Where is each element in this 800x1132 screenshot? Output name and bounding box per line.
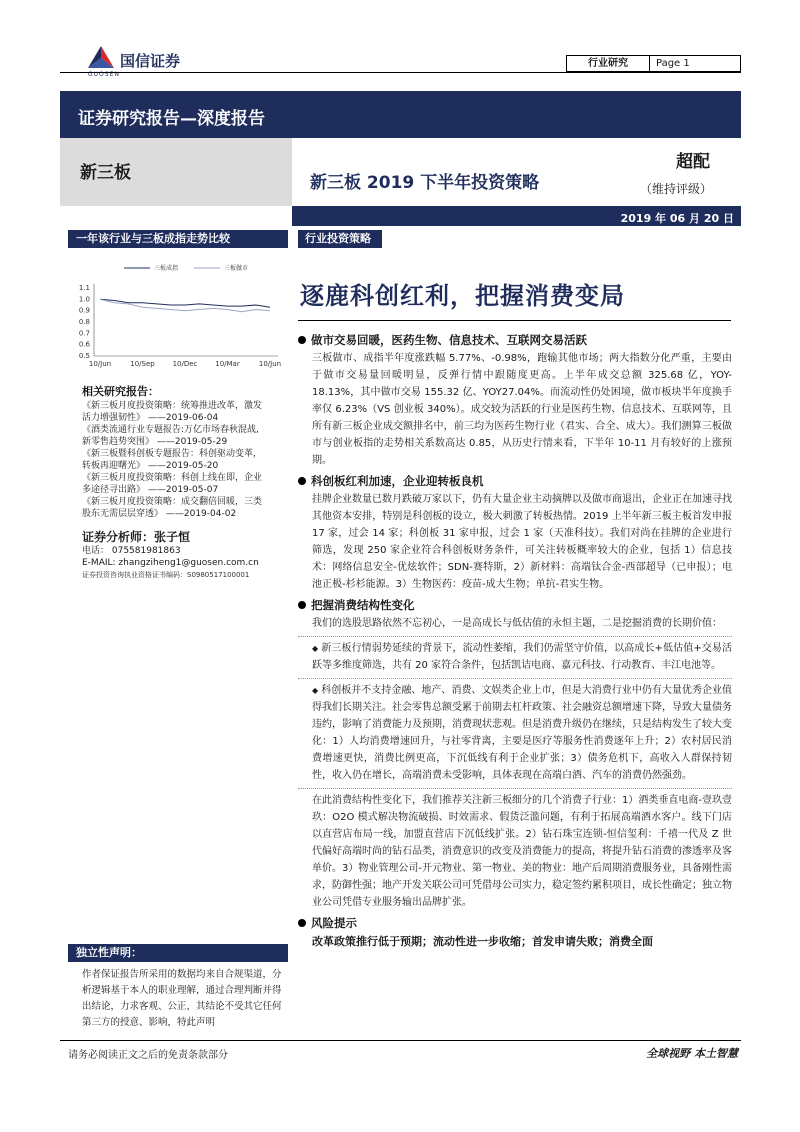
analyst-phone: 电话： 075581981863 [82,546,181,556]
risk-heading: 风险提示 [298,915,732,931]
related-line: 新零售趋势突围》 ——2019-05-29 [82,437,228,447]
x-tick-label: 10/Dec [172,360,198,368]
analyst-heading: 证券分析师：张子恒 [82,530,191,544]
section-heading: 做市交易回暖，医药生物、信息技术、互联网交易活跃 [298,332,732,348]
risk-text: 改革政策推行低于预期；流动性进一步收缩；首发申请失败；消费全面 [312,935,653,948]
footer-divider [60,1040,741,1041]
section-text: 挂牌企业数量已数月跌破万家以下，仍有大量企业主动摘牌以及做市商退出，企业正在加速寻找其他资本安排，特别是科创板的设立，极大刺激了转板热情。2019 上半年新三板主板首发申报 17 家，过会 14 家；科创板 31 家申报，过会 1 家（天准科技）。我们对尚在挂牌的企业进行筛选，发现 250 家企业符合科创板财务条件，可关注转板概率较大的企业，包括 1）信息技术：网络信息安全-优炫软件；SDN-赛特斯，2）新材料：高端钛合金-西部超导（已申报）；电池正极-杉杉能源。3）生物医药：疫苗-成大生物；单抗-君实生物。 [312,494,732,590]
diamond-bullet-icon: ◆ [312,686,319,695]
section-label: 行业研究 [567,56,650,71]
category-tag: 行业投资策略 [298,230,382,248]
list-item: ◆ 科创板并不支持金融、地产、消费、文娱类企业上市，但是大消费行业中仍有大量优秀企业值得我们长期关注。社会零售总额受累于前期去杠杆政策、社会融资总额增速下降，导致大量债务违约，影响了消费能力及预期，消费现状悲观。但是消费升级仍在继续，只是结构发生了较大变化：1）人均消费增速回升，与社零背离，主要是医疗等服务性消费逐年上升；2）农村居民消费增速更快，消费比例更高，下沉低线有利于企业扩张；3）债务危机下，高收入人群保持韧性，收入仍在增长，高端消费未受影响，具体表现在高端白酒、汽车的消费仍然强劲。 [298,678,732,784]
related-line: 转板再迎曙光》 ——2019-05-20 [82,461,219,471]
diamond-bullet-icon: ◆ [312,644,319,653]
related-line: 活力增强韧性》 ——2019-06-04 [82,413,219,423]
rating-note: （维持评级） [640,182,713,196]
logo-mark-icon [86,44,116,70]
report-title: 新三板 2019 下半年投资策略 [310,173,540,193]
list-item: ◆ 新三板行情弱势延续的背景下，流动性萎缩，我们仍需坚守价值，以高成长+低估值+交易活跃等多维度筛选，共有 20 家符合条件，包括凯诘电商、嘉元科技、行动教育、丰江电池等。 [298,636,732,674]
disclaimer-note: 请务必阅读正文之后的免责条款部分 [68,1050,228,1061]
related-reports [82,386,288,520]
related-line[interactable]: 《新三板月度投资策略：统筹推进改革，激发 [82,401,263,411]
related-line: 多途径寻出路》 ——2019-05-07 [82,485,219,495]
main-content [298,332,732,951]
slogan: 全球视野 本土智慧 [646,1047,738,1060]
legend-label: 三板做市 [224,265,249,272]
y-tick-label: 0.7 [78,329,90,338]
chart-title: 一年该行业与三板成指走势比较 [68,230,288,248]
bullet-dot-icon [298,601,306,609]
section-heading: 科创板红利加速，企业迎转板良机 [298,473,732,489]
bullet-dot-icon [298,477,306,485]
section-heading: 把握消费结构性变化 [298,597,732,613]
independence-text: 作者保证报告所采用的数据均来自合规渠道，分析逻辑基于本人的职业理解，通过合理判断并得出结论，力求客观、公正，其结论不受其它任何第三方的授意、影响，特此声明 [82,969,282,1028]
y-tick-label: 0.8 [78,318,90,326]
legend-label: 三板成指 [154,265,179,272]
company-logo [86,44,216,80]
section-text: 三板做市、成指半年度涨跌幅 5.77%、-0.98%，跑输其他市场；两大指数分化严重，主要由于做市交易量回暖明显，反弹行情中跟随度更高。上半年成交总额 325.68 亿，YOY-18.13%，其中做市交易 155.32 亿、YOY27.04%。而流动性仍处困境，做市板块半年度换手率仅 6.23%（VS 创业板 340%）。成交较为活跃的行业是医药生物、信息技术、互联网等，且所有新三板企业成交额排名中，前三均为医药生物行业（君实、合全、成大）。我们测算三板做市与创业板指的走势相关系数高达 0.85，从历史行情来看，下半年 10-11 月有较好的上涨预期。 [312,353,732,466]
header-divider [60,72,741,73]
analyst-info [82,531,292,581]
logo-subtitle: GUOSEN [88,71,120,78]
x-tick-label: 10/Jun [258,360,282,368]
section-text: 我们的选股思路依然不忘初心，一是高成长与低估值的永恒主题，二是挖掘消费的长期价值： [312,618,722,629]
y-tick-label: 0.5 [78,352,90,360]
bullet-dot-icon [298,919,306,927]
independence-heading: 独立性声明： [68,944,288,962]
header-info-box [566,55,741,72]
report-date: 2019 年 06 月 20 日 [620,212,734,225]
page-number: Page 1 [656,58,690,69]
analyst-cert: 证券投资咨询执业资格证书编码：S0980517100001 [82,571,250,579]
logo-name: 国信证券 [120,52,181,70]
y-tick-label: 1.0 [78,295,90,304]
related-line: 股东无需层层穿透》 ——2019-04-02 [82,509,237,519]
trend-chart [68,256,288,374]
report-type: 证券研究报告—深度报告 [78,109,265,129]
related-line[interactable]: 《酒类流通行业专题报告:万亿市场春秋混战, [82,425,259,435]
bullet-dot-icon [298,336,306,344]
x-tick-label: 10/Jun [88,360,112,368]
analyst-email[interactable]: E-MAIL: zhangziheng1@guosen.com.cn [82,558,259,568]
x-tick-label: 10/Sep [130,360,155,368]
closing-text: 在此消费结构性变化下，我们推荐关注新三板细分的几个消费子行业：1）酒类垂直电商-壹玖壹玖：O2O 模式解决物流破损、时效需求、假货泛滥问题，有利于拓展高端酒水客户。线下门店以直营店布局一线，加盟直营店下沉低线扩张。2）钻石珠宝连锁-恒信玺利：千禧一代及 Z 世代偏好高端时尚的钻石品类，消费意识的改变及消费能力的提高，将提升钻石消费的渗透率及客单价。3）物业管理公司-开元物业、第一物业、美的物业：地产后周期消费服务业，具备刚性需求，防御性强；地产开发关联公司可凭借母公司实力，稳定签约累积项目，成长性确定；独立物业公司凭借专业服务输出品牌扩张。 [298,788,732,911]
related-heading: 相关研究报告： [82,385,159,398]
related-line[interactable]: 《新三板月度投资策略：科创上线在即，企业 [82,473,263,483]
headline-rule [298,320,731,321]
trend-chart-svg [68,256,288,374]
related-line[interactable]: 《新三板暨科创板专题报告：科创驱动变革， [82,449,263,459]
y-tick-label: 0.6 [78,340,90,349]
headline: 逐鹿科创红利，把握消费变局 [300,282,625,310]
sector-label: 新三板 [80,163,131,183]
rating: 超配 [676,152,710,172]
y-tick-label: 0.9 [78,306,90,315]
x-tick-label: 10/Mar [215,360,240,368]
y-tick-label: 1.1 [78,284,90,292]
related-line[interactable]: 《新三板月度投资策略：成交翻倍回暖，三类 [82,497,263,507]
